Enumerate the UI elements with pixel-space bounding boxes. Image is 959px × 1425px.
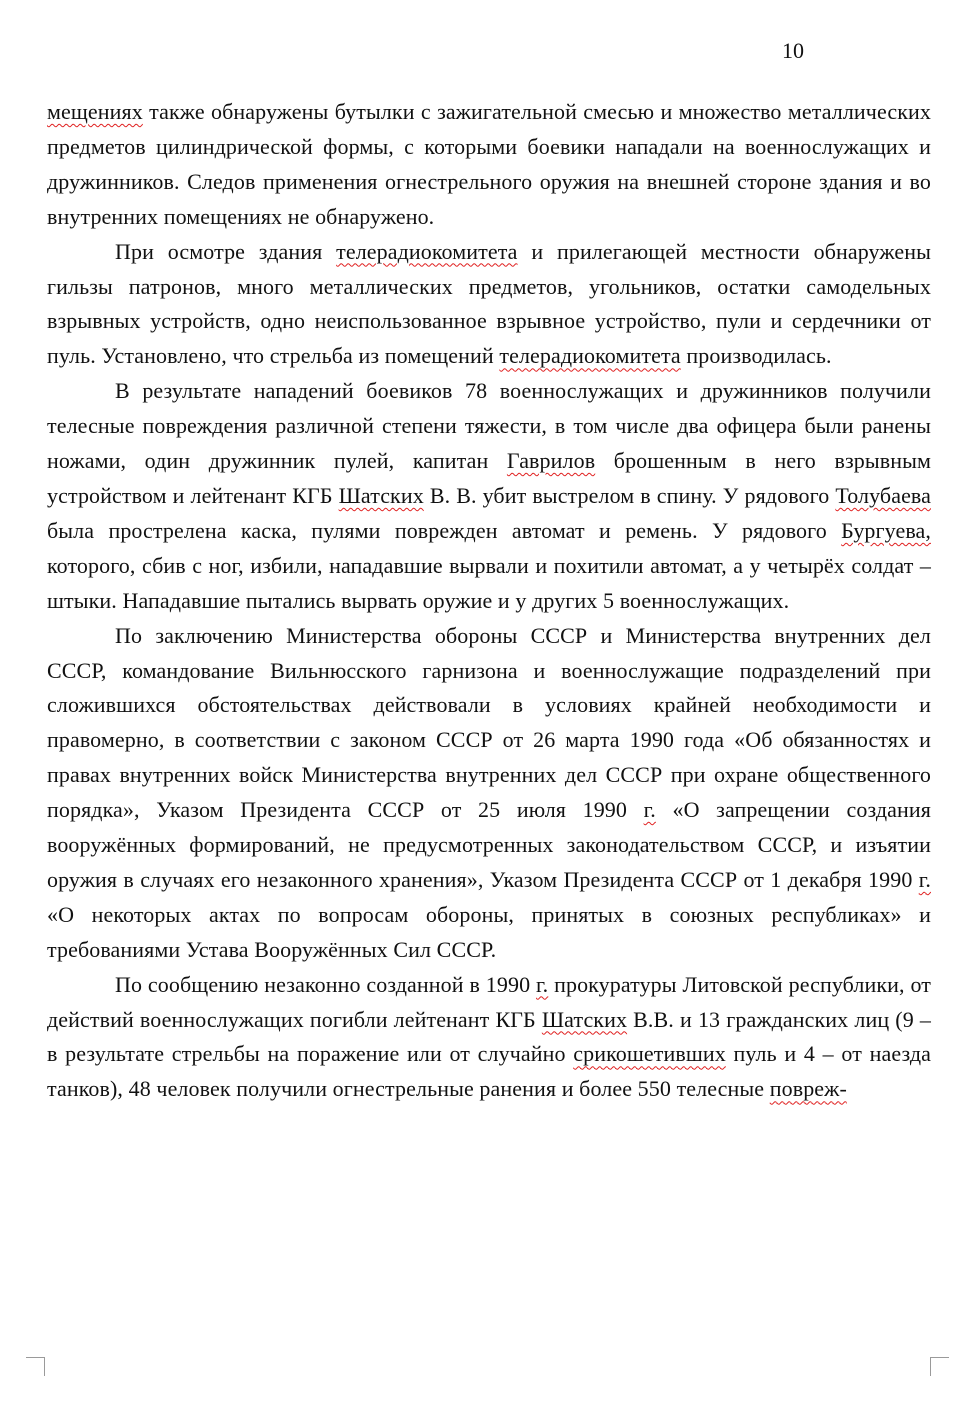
text-run: По заключению Министерства обороны СССР и Министерства внутренних дел СССР, командование Вильнюсского гарнизона и военнослужащие подразделений при сложившихся обстоятельствах действовали в условиях крайней необходимости и правомерно, в соответствии с законом СССР от 26 марта 1990 года «Об обязанностях и правах внутренних войск Министерства внутренних дел СССР при охране общественного порядка», Указом Президента СССР от 25 июля 1990 xyxy=(47,622,931,823)
paragraph-4 xyxy=(47,619,931,968)
paragraph-2 xyxy=(47,235,931,375)
spellcheck-flagged-word: Шатских xyxy=(338,482,424,508)
text-run: «О запрещении создания вооружённых формирований, не предусмотренных законодательством СССР, и изъятии оружия в случаях его незаконного хранения», Указом Президента СССР от 1 декабря 1990 xyxy=(47,797,931,892)
spellcheck-flagged-word: мещениях xyxy=(47,99,143,124)
margin-corner-mark-left xyxy=(26,1357,45,1376)
page-number: 10 xyxy=(782,38,804,63)
text-run: При осмотре здания xyxy=(115,238,337,264)
paragraph-5 xyxy=(47,968,931,1108)
text-run: прокуратуры Литовской республики, от действий военнослужащих погибли лейтенант КГБ xyxy=(47,971,931,1032)
spellcheck-flagged-word: Шатских xyxy=(541,1006,628,1032)
text-run: По сообщению незаконно созданной в 1990 xyxy=(115,971,537,997)
spellcheck-flagged-word: срикошетивших xyxy=(573,1041,726,1067)
spellcheck-flagged-word: Гаврилов xyxy=(506,448,596,474)
spellcheck-flagged-word: г. xyxy=(918,866,931,892)
text-run: В. В. убит выстрелом в спину. У рядового xyxy=(423,482,836,508)
spellcheck-flagged-word: Бургуева, xyxy=(841,517,931,543)
spellcheck-flagged-word: повреж- xyxy=(769,1076,847,1102)
paragraph-3 xyxy=(47,374,931,618)
text-run: В.В. и 13 гражданских лиц (9 – в результате стрельбы на поражение или от случайно xyxy=(47,1006,931,1067)
text-run: пуль и 4 – от наезда танков), 48 человек получили огнестрельные ранения и более 550 телесные xyxy=(47,1041,931,1102)
text-run: также обнаружены бутылки с зажигательной смесью и множество металлических предметов цилиндрической формы, с которыми боевики нападали на военнослужащих и дружинников. Следов применения огнестрельного оружия на внешней стороне здания и во внутренних помещениях не обнаружено. xyxy=(47,99,931,229)
spellcheck-flagged-word: телерадиокомитета xyxy=(499,343,681,369)
text-run: «О некоторых актах по вопросам обороны, принятых в союзных республиках» и требованиями Устава Вооружённых Сил СССР. xyxy=(47,901,931,962)
spellcheck-flagged-word: г. xyxy=(643,797,656,823)
text-run: производилась. xyxy=(680,343,832,369)
spellcheck-flagged-word: г. xyxy=(536,971,549,997)
text-run: В результате нападений боевиков 78 военнослужащих и дружинников получили телесные повреждения различной степени тяжести, в том числе два офицера были ранены ножами, один дружинник пулей, капитан xyxy=(47,378,931,474)
text-run: была прострелена каска, пулями поврежден автомат и ремень. У рядового xyxy=(47,517,842,543)
spellcheck-flagged-word: Толубаева xyxy=(835,482,931,508)
document-body xyxy=(47,95,931,1107)
spellcheck-flagged-word: телерадиокомитета xyxy=(336,238,518,264)
paragraph-1 xyxy=(47,95,931,235)
text-run: брошенным в него взрывным устройством и лейтенант КГБ xyxy=(47,448,931,508)
margin-corner-mark-right xyxy=(930,1357,949,1376)
text-run: и прилегающей местности обнаружены гильзы патронов, много металлических предметов, угольников, остатки самодельных взрывных устройств, одно неиспользованное взрывное устройство, пули и сердечники от пуль. Установлено, что стрельба из помещений xyxy=(47,238,931,369)
text-run: которого, сбив с ног, избили, нападавшие вырвали и похитили автомат, а у четырёх солдат – штыки. Нападавшие пытались вырвать оружие и у других 5 военнослужащих. xyxy=(47,552,931,613)
